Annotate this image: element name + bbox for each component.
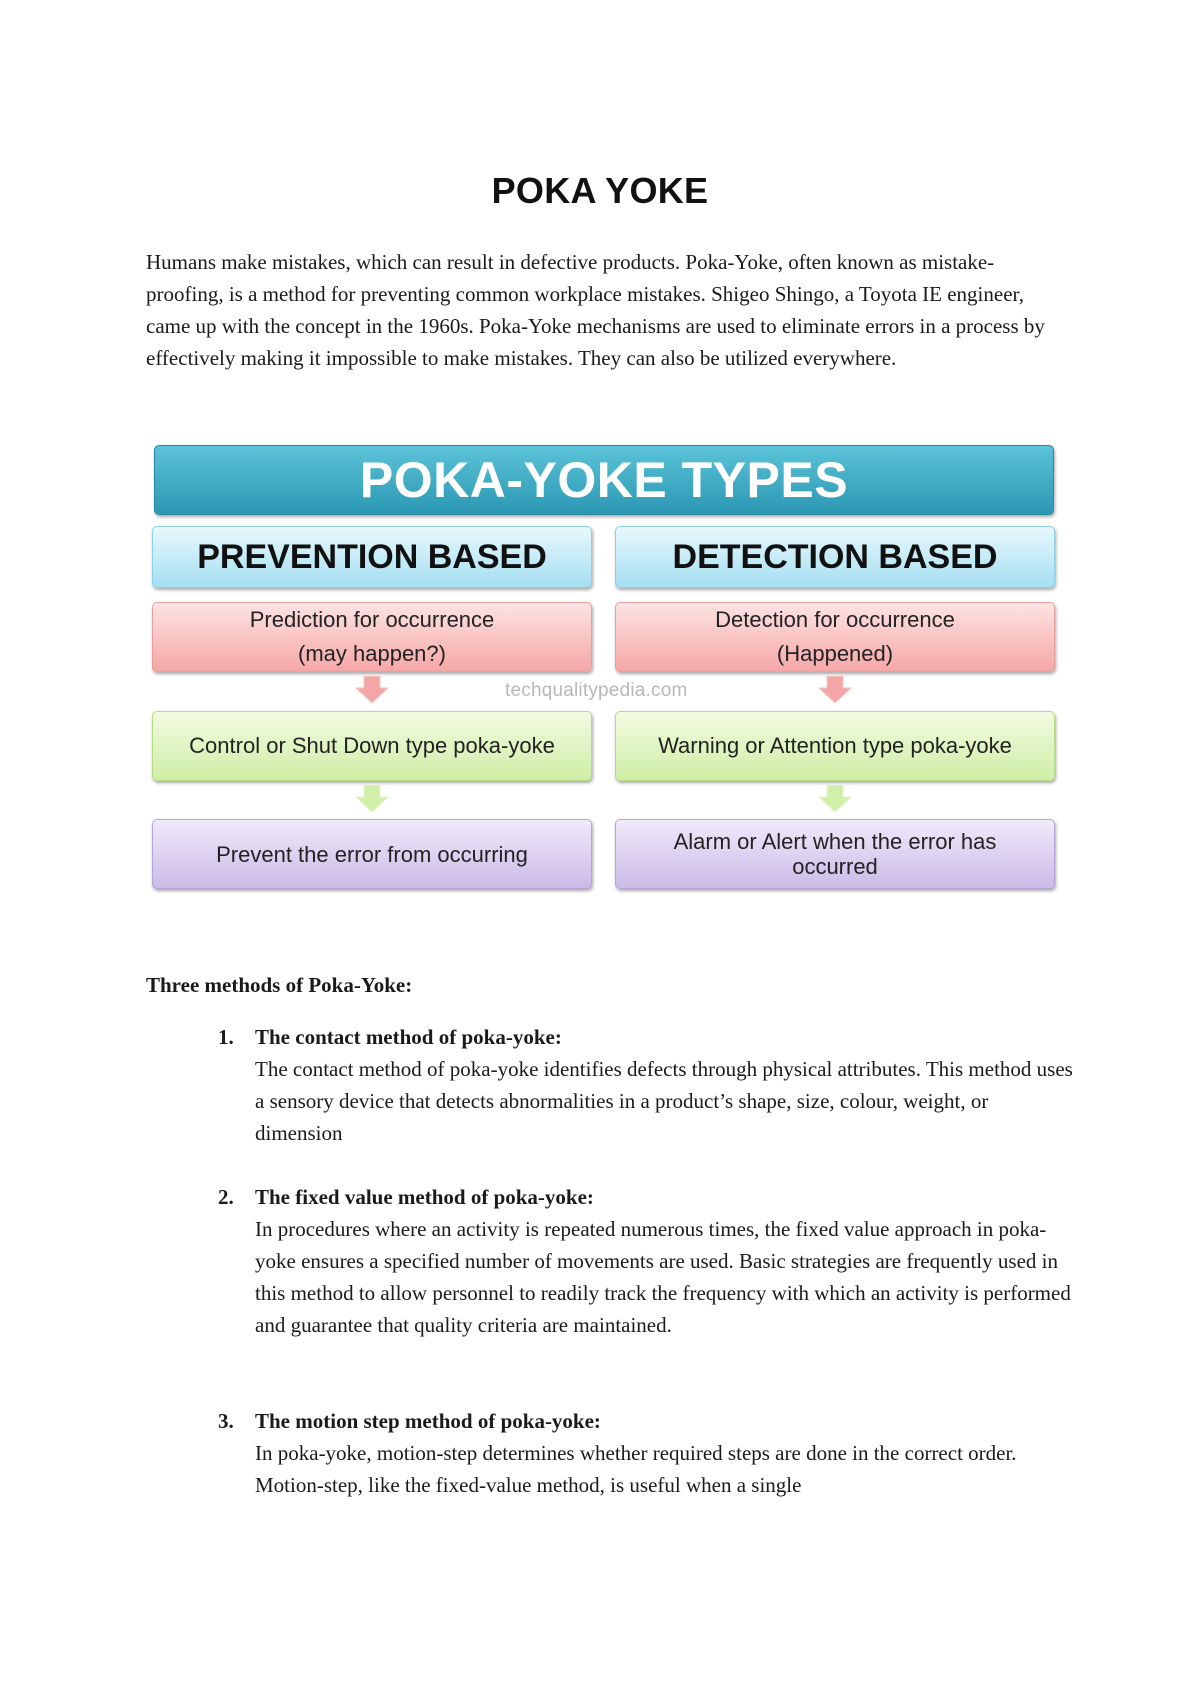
prediction-line1: Prediction for occurrence xyxy=(249,607,495,632)
method-item xyxy=(220,1405,1080,1501)
method-number: 1. xyxy=(218,1025,234,1049)
diagram-header: POKA-YOKE TYPES xyxy=(154,445,1054,515)
prevention-based-box: PREVENTION BASED xyxy=(152,526,592,588)
warning-attention-box: Warning or Attention type poka-yoke xyxy=(615,711,1055,781)
method-item xyxy=(220,1021,1080,1149)
page-title: POKA YOKE xyxy=(491,170,709,211)
prevent-error-box: Prevent the error from occurring xyxy=(152,819,592,889)
method-text: The contact method of poka-yoke identifies defects through physical attributes. This method uses a sensory device that detects abnormalities in a product’s shape, size, colour, weight, or dimension xyxy=(255,1057,1073,1145)
method-number: 2. xyxy=(218,1185,234,1209)
method-number: 3. xyxy=(218,1409,234,1433)
method-text: In procedures where an activity is repeated numerous times, the fixed value approach in poka-yoke ensures a specified number of movements are used. Basic strategies are frequently used in this method to allow personnel to readily track the frequency with which an activity is performed and guarantee that quality criteria are maintained. xyxy=(255,1217,1071,1337)
prediction-line2: (may happen?) xyxy=(298,641,446,666)
method-title: The fixed value method of poka-yoke: xyxy=(255,1185,594,1209)
prediction-box xyxy=(152,602,592,672)
method-item xyxy=(220,1181,1080,1341)
methods-heading: Three methods of Poka-Yoke: xyxy=(146,973,413,997)
arrow-down-icon xyxy=(354,785,390,813)
method-title: The contact method of poka-yoke: xyxy=(255,1025,562,1049)
arrow-down-icon xyxy=(817,676,853,704)
arrow-down-icon xyxy=(817,785,853,813)
detection-box xyxy=(615,602,1055,672)
detection-line1: Detection for occurrence xyxy=(715,607,955,632)
control-shutdown-box: Control or Shut Down type poka-yoke xyxy=(152,711,592,781)
detection-line2: (Happened) xyxy=(776,641,894,666)
watermark: techqualitypedia.com xyxy=(505,680,688,701)
detection-based-box: DETECTION BASED xyxy=(615,526,1055,588)
alarm-alert-box: Alarm or Alert when the error has occurred xyxy=(615,819,1055,889)
poka-yoke-types-diagram xyxy=(150,441,1058,893)
method-text: In poka-yoke, motion-step determines whether required steps are done in the correct order. Motion-step, like the fixed-value method, is useful when a single xyxy=(255,1441,1017,1497)
arrow-down-icon xyxy=(354,676,390,704)
method-title: The motion step method of poka-yoke: xyxy=(255,1409,601,1433)
intro-paragraph: Humans make mistakes, which can result in defective products. Poka-Yoke, often known as mistake-proofing, is a method for preventing common workplace mistakes. Shigeo Shingo, a Toyota IE engineer, came up with the concept in the 1960s. Poka-Yoke mechanisms are used to eliminate errors in a process by effectively making it impossible to make mistakes. They can also be utilized everywhere. xyxy=(146,250,1045,370)
